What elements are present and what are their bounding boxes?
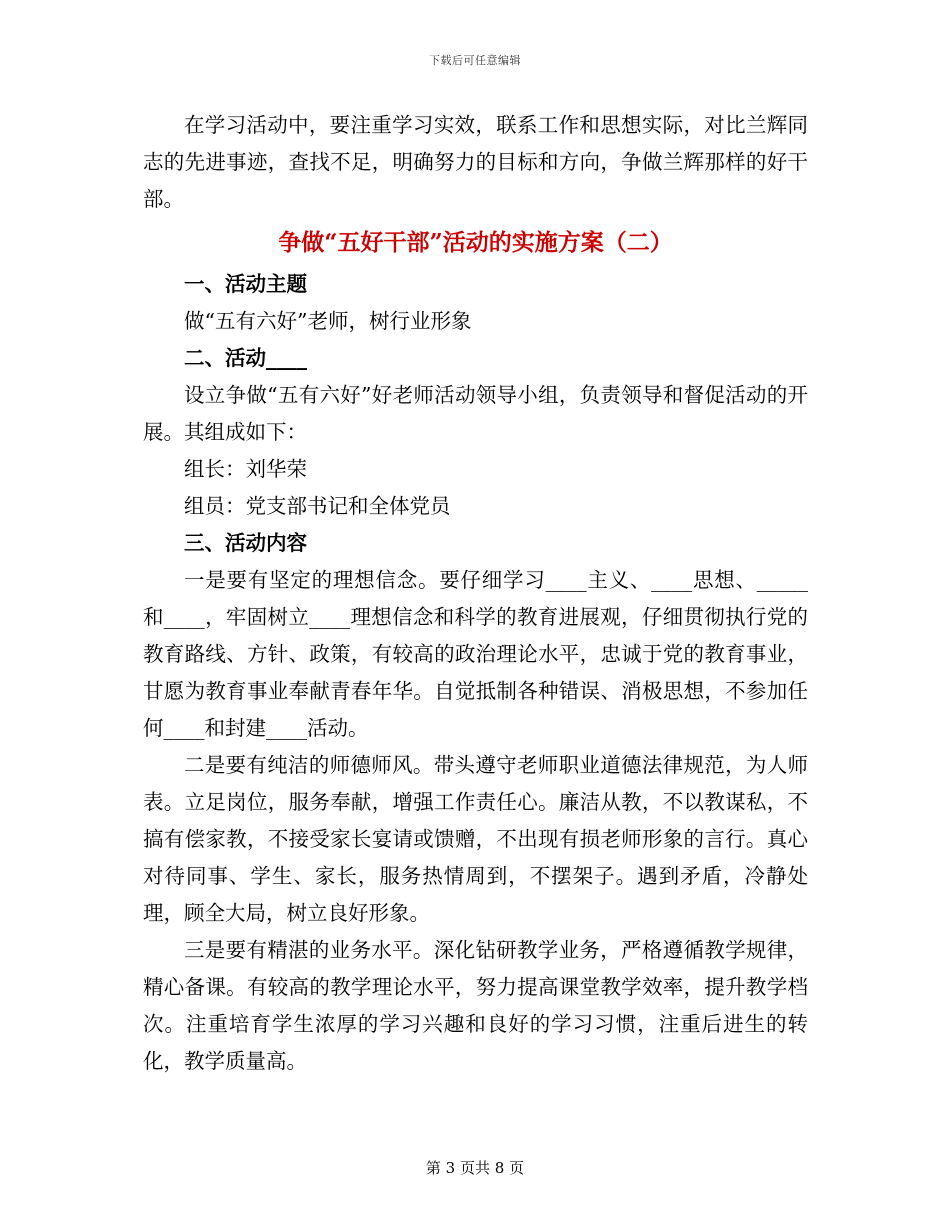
document-title: 争做“五好干部”活动的实施方案（二） <box>278 229 673 256</box>
section-heading-content: 三、活动内容 <box>184 531 307 555</box>
intro-paragraph: 在学习活动中，要注重学习实效，联系工作和思想实际，对比兰辉同志的先进事迹，查找不足，明确努力的目标和方向，争做兰辉那样的好干部。 <box>143 113 808 211</box>
theme-text: 做“五有六好”老师，树行业形象 <box>184 309 472 333</box>
group-leader: 组长：刘华荣 <box>184 457 307 481</box>
section-heading-theme: 一、活动主题 <box>184 272 307 296</box>
organization-text: 设立争做“五有六好”好老师活动领导小组，负责领导和督促活动的开展。其组成如下： <box>143 383 808 444</box>
page-header-note: 下载后可任意编辑 <box>429 54 521 67</box>
document-body <box>143 107 808 1080</box>
group-members: 组员：党支部书记和全体党员 <box>184 494 451 518</box>
content-paragraph-1: 一是要有坚定的理想信念。要仔细学习____主义、____思想、_____和____，牢固树立____理想信念和科学的教育进展观，仔细贯彻执行党的教育路线、方针、政策，有较高的政治理论水平，忠诚于党的教育事业，甘愿为教育事业奉献青春年华。自觉抵制各种错误、消极思想，不参加任何____和封建____活动。 <box>143 568 808 740</box>
content-paragraph-2: 二是要有纯洁的师德师风。带头遵守老师职业道德法律规范，为人师表。立足岗位，服务奉献，增强工作责任心。廉洁从教，不以教谋私，不搞有偿家教，不接受家长宴请或馈赠，不出现有损老师形象的言行。真心对待同事、学生、家长，服务热情周到，不摆架子。遇到矛盾，冷静处理，顾全大局，树立良好形象。 <box>143 753 808 925</box>
content-paragraph-3: 三是要有精湛的业务水平。深化钻研教学业务，严格遵循教学规律，精心备课。有较高的教学理论水平，努力提高课堂教学效率，提升教学档次。注重培育学生浓厚的学习兴趣和良好的学习习惯，注重后进生的转化，教学质量高。 <box>143 938 808 1073</box>
page-number: 第 3 页共 8 页 <box>425 1159 525 1177</box>
section-heading-organization: 二、活动____ <box>184 346 307 370</box>
